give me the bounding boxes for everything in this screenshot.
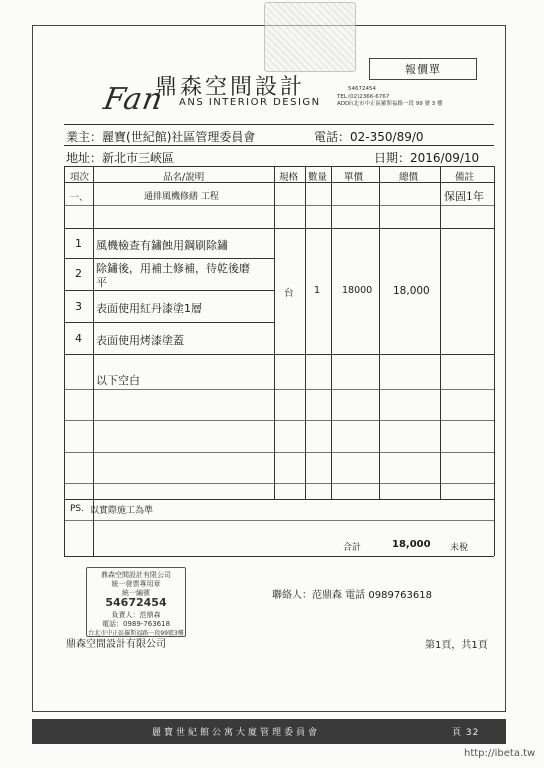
logo-script-text: Fan <box>100 82 167 117</box>
item-1-desc: 風機檢查有鏽蝕用鋼刷除鏽 <box>96 239 228 252</box>
ps-bottom-line <box>64 520 494 521</box>
col-line-note <box>440 166 441 499</box>
company-footer: 鼎森空間設計有限公司 <box>66 639 166 650</box>
col-line-unit <box>331 166 332 499</box>
company-address: 台北市中正區羅斯福路一段 99 號 3 樓 <box>348 101 443 107</box>
col-line-total <box>379 166 380 499</box>
header-item-no: 項次 <box>70 172 90 183</box>
item-3-no: 3 <box>75 300 82 313</box>
contact-name: 范鼎森 <box>312 590 342 601</box>
company-name-en: ANS INTERIOR DESIGN <box>179 97 321 108</box>
row-line-7 <box>64 420 494 421</box>
row-line-3 <box>64 290 274 291</box>
info-divider <box>64 145 494 146</box>
stamp-company: 鼎森空間設計有限公司 <box>101 571 171 579</box>
stamp-invoice-seal: 統一發票專用章 <box>111 580 161 588</box>
date-row <box>374 149 479 166</box>
section-line <box>64 205 494 206</box>
row-line-5 <box>64 354 494 355</box>
phone-row <box>314 128 424 145</box>
row-line-1 <box>64 228 494 229</box>
item-2-no: 2 <box>75 267 82 280</box>
document-type-box: 報價單 <box>369 58 477 80</box>
item-4-desc: 表面使用烤漆塗蓋 <box>96 334 184 347</box>
spec-value: 台 <box>284 288 294 299</box>
section-title: 通排風機修繕 工程 <box>144 192 219 202</box>
stamp-tax-id-label: 統一編號 <box>122 589 150 597</box>
client-row <box>66 128 255 145</box>
qty-value: 1 <box>314 285 321 296</box>
contact-phone-label: 電話 <box>345 590 366 601</box>
sum-value: 18,000 <box>392 539 431 550</box>
stamp-phone: 電話：0989-763618 <box>101 620 171 628</box>
item-2-desc-cont: 平 <box>96 276 107 289</box>
row-line-6 <box>64 389 494 390</box>
client-name: 麗寶(世紀館)社區管理委員會 <box>102 130 256 144</box>
item-1-no: 1 <box>75 237 82 250</box>
item-4-no: 4 <box>75 332 82 345</box>
company-name-cjk: 鼎森空間設計 <box>155 75 306 100</box>
ps-label: PS. <box>70 504 85 514</box>
col-right <box>494 166 495 556</box>
stamp-tax-id: 54672454 <box>105 596 167 609</box>
blank-note: 以下空白 <box>96 374 140 387</box>
phone-label: 電話： <box>314 130 351 144</box>
stamp-owner: 負責人：范鼎森 <box>111 611 161 619</box>
col-line-item <box>93 166 94 556</box>
footer-title: 麗寶世紀館公寓大廈管理委員會 <box>152 728 321 738</box>
top-seal-stamp <box>264 2 356 72</box>
sum-label: 合計 <box>343 543 362 553</box>
section-index: 一、 <box>70 193 89 203</box>
watermark: http://ibeta.tw <box>464 748 536 759</box>
header-description: 品名/說明 <box>163 172 205 183</box>
col-line-spec <box>274 166 275 499</box>
footer-page: 頁 32 <box>452 728 480 738</box>
company-stamp <box>86 567 186 637</box>
address-label: 地址： <box>66 151 103 165</box>
reg-number: 54672454 <box>348 86 376 92</box>
address-label: ADD <box>337 101 350 107</box>
row-line-8 <box>64 452 494 453</box>
address-value: 新北市三峽區 <box>102 151 175 165</box>
unit-price-value: 18000 <box>342 285 373 296</box>
contact-footer <box>272 586 432 601</box>
date-label: 日期： <box>374 151 411 165</box>
contact-label: 聯絡人： <box>272 590 312 601</box>
header-note: 備註 <box>455 172 475 183</box>
table-bottom-line <box>64 556 494 557</box>
phone-value: 02-350/89/0 <box>350 130 424 144</box>
page-info: 第1頁，共1頁 <box>425 640 488 651</box>
header-unit-price: 單價 <box>344 172 364 183</box>
section-note: 保固1年 <box>444 190 484 203</box>
address-row <box>66 149 174 166</box>
item-3-desc: 表面使用紅丹漆塗1層 <box>96 302 202 315</box>
date-value: 2016/09/10 <box>410 151 480 165</box>
header-qty: 數量 <box>308 172 328 183</box>
stamp-address: 台北市中正區羅斯福路一段99號3樓 <box>88 630 184 637</box>
header-total: 總價 <box>399 172 419 183</box>
tel-label: TEL <box>337 93 347 100</box>
col-left <box>64 166 65 556</box>
row-line-9 <box>64 483 494 484</box>
tax-note: 未稅 <box>450 543 469 553</box>
table-top-line <box>64 166 494 167</box>
row-line-2 <box>64 258 274 259</box>
item-2-desc: 除鏽後，用補土修補，待乾後磨 <box>96 262 250 275</box>
total-value: 18,000 <box>393 285 430 297</box>
header-divider <box>64 124 494 125</box>
col-line-qty <box>305 166 306 499</box>
contact-phone: 0989763618 <box>368 590 432 601</box>
row-line-4 <box>64 322 274 323</box>
ps-text: 以實際施工為準 <box>90 506 154 516</box>
ps-top-line <box>64 499 494 500</box>
binder-footer-bar <box>32 719 506 744</box>
tel-number: (02)2366-6767 <box>348 93 390 100</box>
client-label: 業主： <box>66 130 103 144</box>
company-contact-block <box>337 86 443 109</box>
header-spec: 規格 <box>279 172 299 183</box>
